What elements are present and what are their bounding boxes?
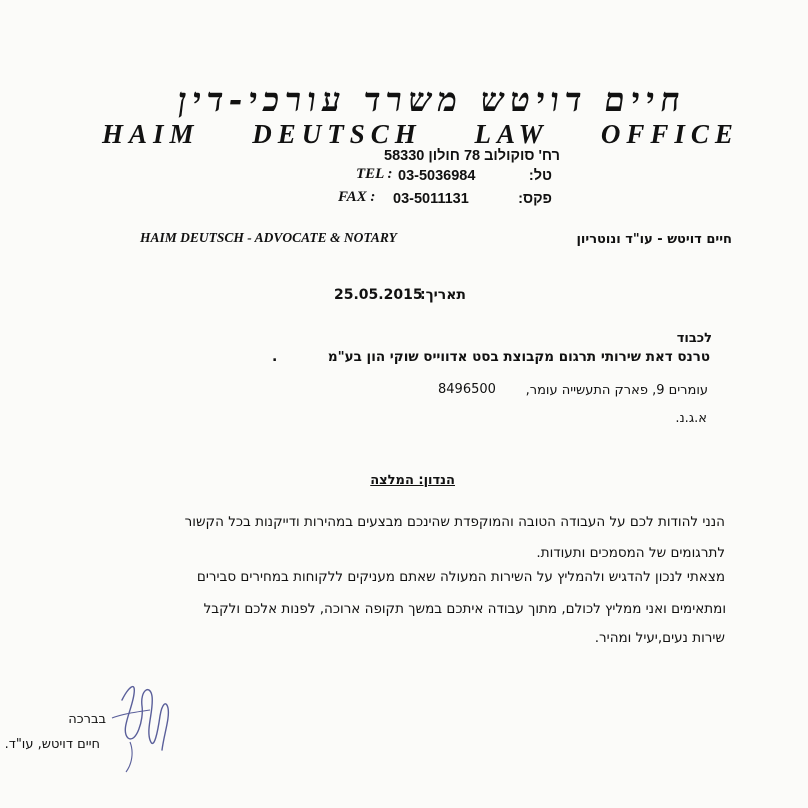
subject-line: הנדון: המלצה <box>370 473 455 488</box>
fax-label-hebrew: פקס: <box>518 191 552 207</box>
closing-regards: בברכה <box>68 712 106 727</box>
body-line: לתרגומים של המסמכים ותעודות. <box>536 545 725 561</box>
recipient-to-label: לכבוד <box>676 331 712 346</box>
office-address: רח' סוקולוב 78 חולון 58330 <box>384 148 560 164</box>
advocate-title-hebrew: חיים דויטש - עו"ד ונוטריון <box>576 232 732 247</box>
signer-name: חיים דויטש, עו"ד. <box>4 737 100 752</box>
body-line: מצאתי לנכון להדגיש ולהמליץ על השירות המעולה שאתם מעניקים ללקוחות במחירים סבירים <box>196 569 725 585</box>
recipient-trailing-dot: . <box>272 349 278 365</box>
tel-label-hebrew: טל: <box>528 168 552 184</box>
tel-number: 03-5036984 <box>398 168 476 184</box>
tel-label-english: TEL : <box>356 166 393 182</box>
body-line: שירות נעים,יעיל ומהיר. <box>594 630 725 646</box>
fax-label-english: FAX : <box>338 189 376 205</box>
greeting: א.ג.נ. <box>675 411 707 426</box>
date-label: תאריך: <box>420 287 466 303</box>
recipient-street: עומרים 9, פארק התעשייה עומר, <box>525 383 708 398</box>
firm-name-hebrew: חיים דויטש משרד עורכי-דין <box>175 80 689 119</box>
fax-number: 03-5011131 <box>393 191 469 207</box>
body-line: הנני להודות לכם על העבודה הטובה והמוקפדת שהינכם מבצעים במהירות ודייקנות בכל הקשור <box>184 514 725 530</box>
recipient-zip: 8496500 <box>438 382 496 397</box>
advocate-title-english: HAIM DEUTSCH - ADVOCATE & NOTARY <box>140 230 397 245</box>
recipient-name: טרנס דאת שירותי תרגום מקבוצת בסט אדווייס שוקי הון בע"מ <box>327 349 710 365</box>
date-value: 25.05.2015 <box>334 287 423 303</box>
body-line: ומתאימים ואני ממליץ לכולם, מתוך עבודה איתכם במשך תקופה ארוכה, לפנות אלכם ולקבל <box>203 601 726 617</box>
firm-name-english: HAIM DEUTSCH LAW OFFICE <box>102 119 739 149</box>
